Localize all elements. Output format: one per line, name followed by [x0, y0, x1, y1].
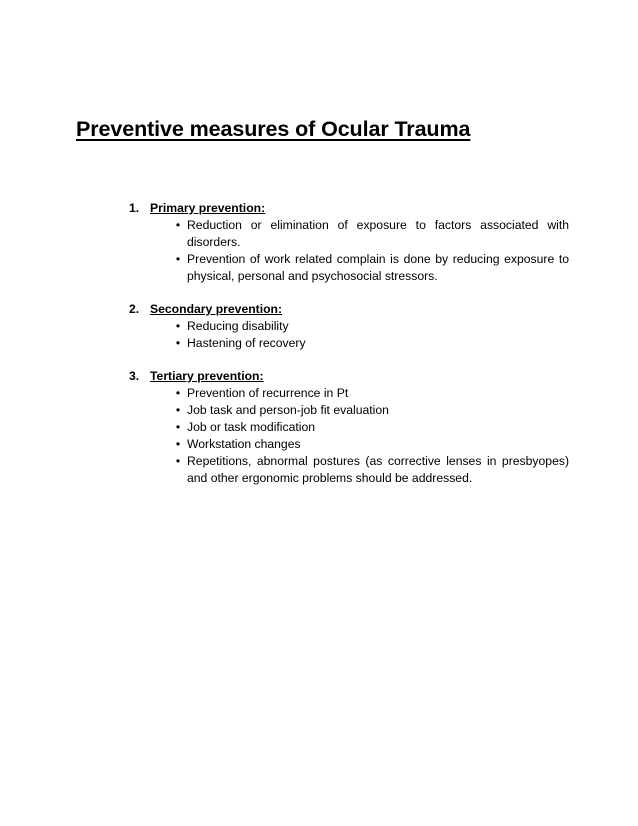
section-number: 3.: [129, 369, 140, 383]
section-title: Tertiary prevention:: [150, 369, 264, 383]
bullet-icon: •: [175, 252, 181, 266]
bullet-icon: •: [175, 403, 181, 417]
section-title: Secondary prevention:: [150, 302, 283, 316]
list-item-text: Workstation changes: [187, 437, 301, 451]
list-item: [129, 402, 569, 419]
list-item-text: Prevention of work related complain is done by reducing exposure to physical, personal and psychosocial stressors.: [187, 252, 569, 283]
bullet-icon: •: [175, 454, 181, 468]
list-item-text: Prevention of recurrence in Pt: [187, 386, 349, 400]
bullet-list: [129, 385, 569, 487]
page-title: Preventive measures of Ocular Trauma: [76, 117, 471, 141]
list-item-text: Job or task modification: [187, 420, 316, 434]
section-number: 2.: [129, 302, 140, 316]
bullet-icon: •: [175, 336, 181, 350]
section-heading: [129, 368, 569, 385]
bullet-icon: •: [175, 437, 181, 451]
list-item-text: Reducing disability: [187, 319, 289, 333]
bullet-icon: •: [175, 420, 181, 434]
list-item-text: Hastening of recovery: [187, 336, 306, 350]
bullet-list: [129, 318, 569, 352]
section-primary-prevention: [129, 200, 569, 285]
section-title: Primary prevention:: [150, 201, 266, 215]
list-item: [129, 251, 569, 285]
section-tertiary-prevention: [129, 368, 569, 487]
list-item-text: Job task and person-job fit evaluation: [187, 403, 389, 417]
list-item: [129, 385, 569, 402]
bullet-icon: •: [175, 319, 181, 333]
section-secondary-prevention: [129, 301, 569, 352]
list-item: [129, 419, 569, 436]
list-item-text: Reduction or elimination of exposure to factors associated with disorders.: [187, 218, 569, 249]
bullet-icon: •: [175, 386, 181, 400]
section-heading: [129, 301, 569, 318]
list-item-text: Repetitions, abnormal postures (as corrective lenses in presbyopes) and other ergonomic problems should be addressed.: [187, 454, 569, 485]
bullet-icon: •: [175, 218, 181, 232]
list-item: [129, 436, 569, 453]
section-heading: [129, 200, 569, 217]
list-item: [129, 217, 569, 251]
list-item: [129, 453, 569, 487]
section-number: 1.: [129, 201, 140, 215]
bullet-list: [129, 217, 569, 285]
list-item: [129, 318, 569, 335]
list-item: [129, 335, 569, 352]
